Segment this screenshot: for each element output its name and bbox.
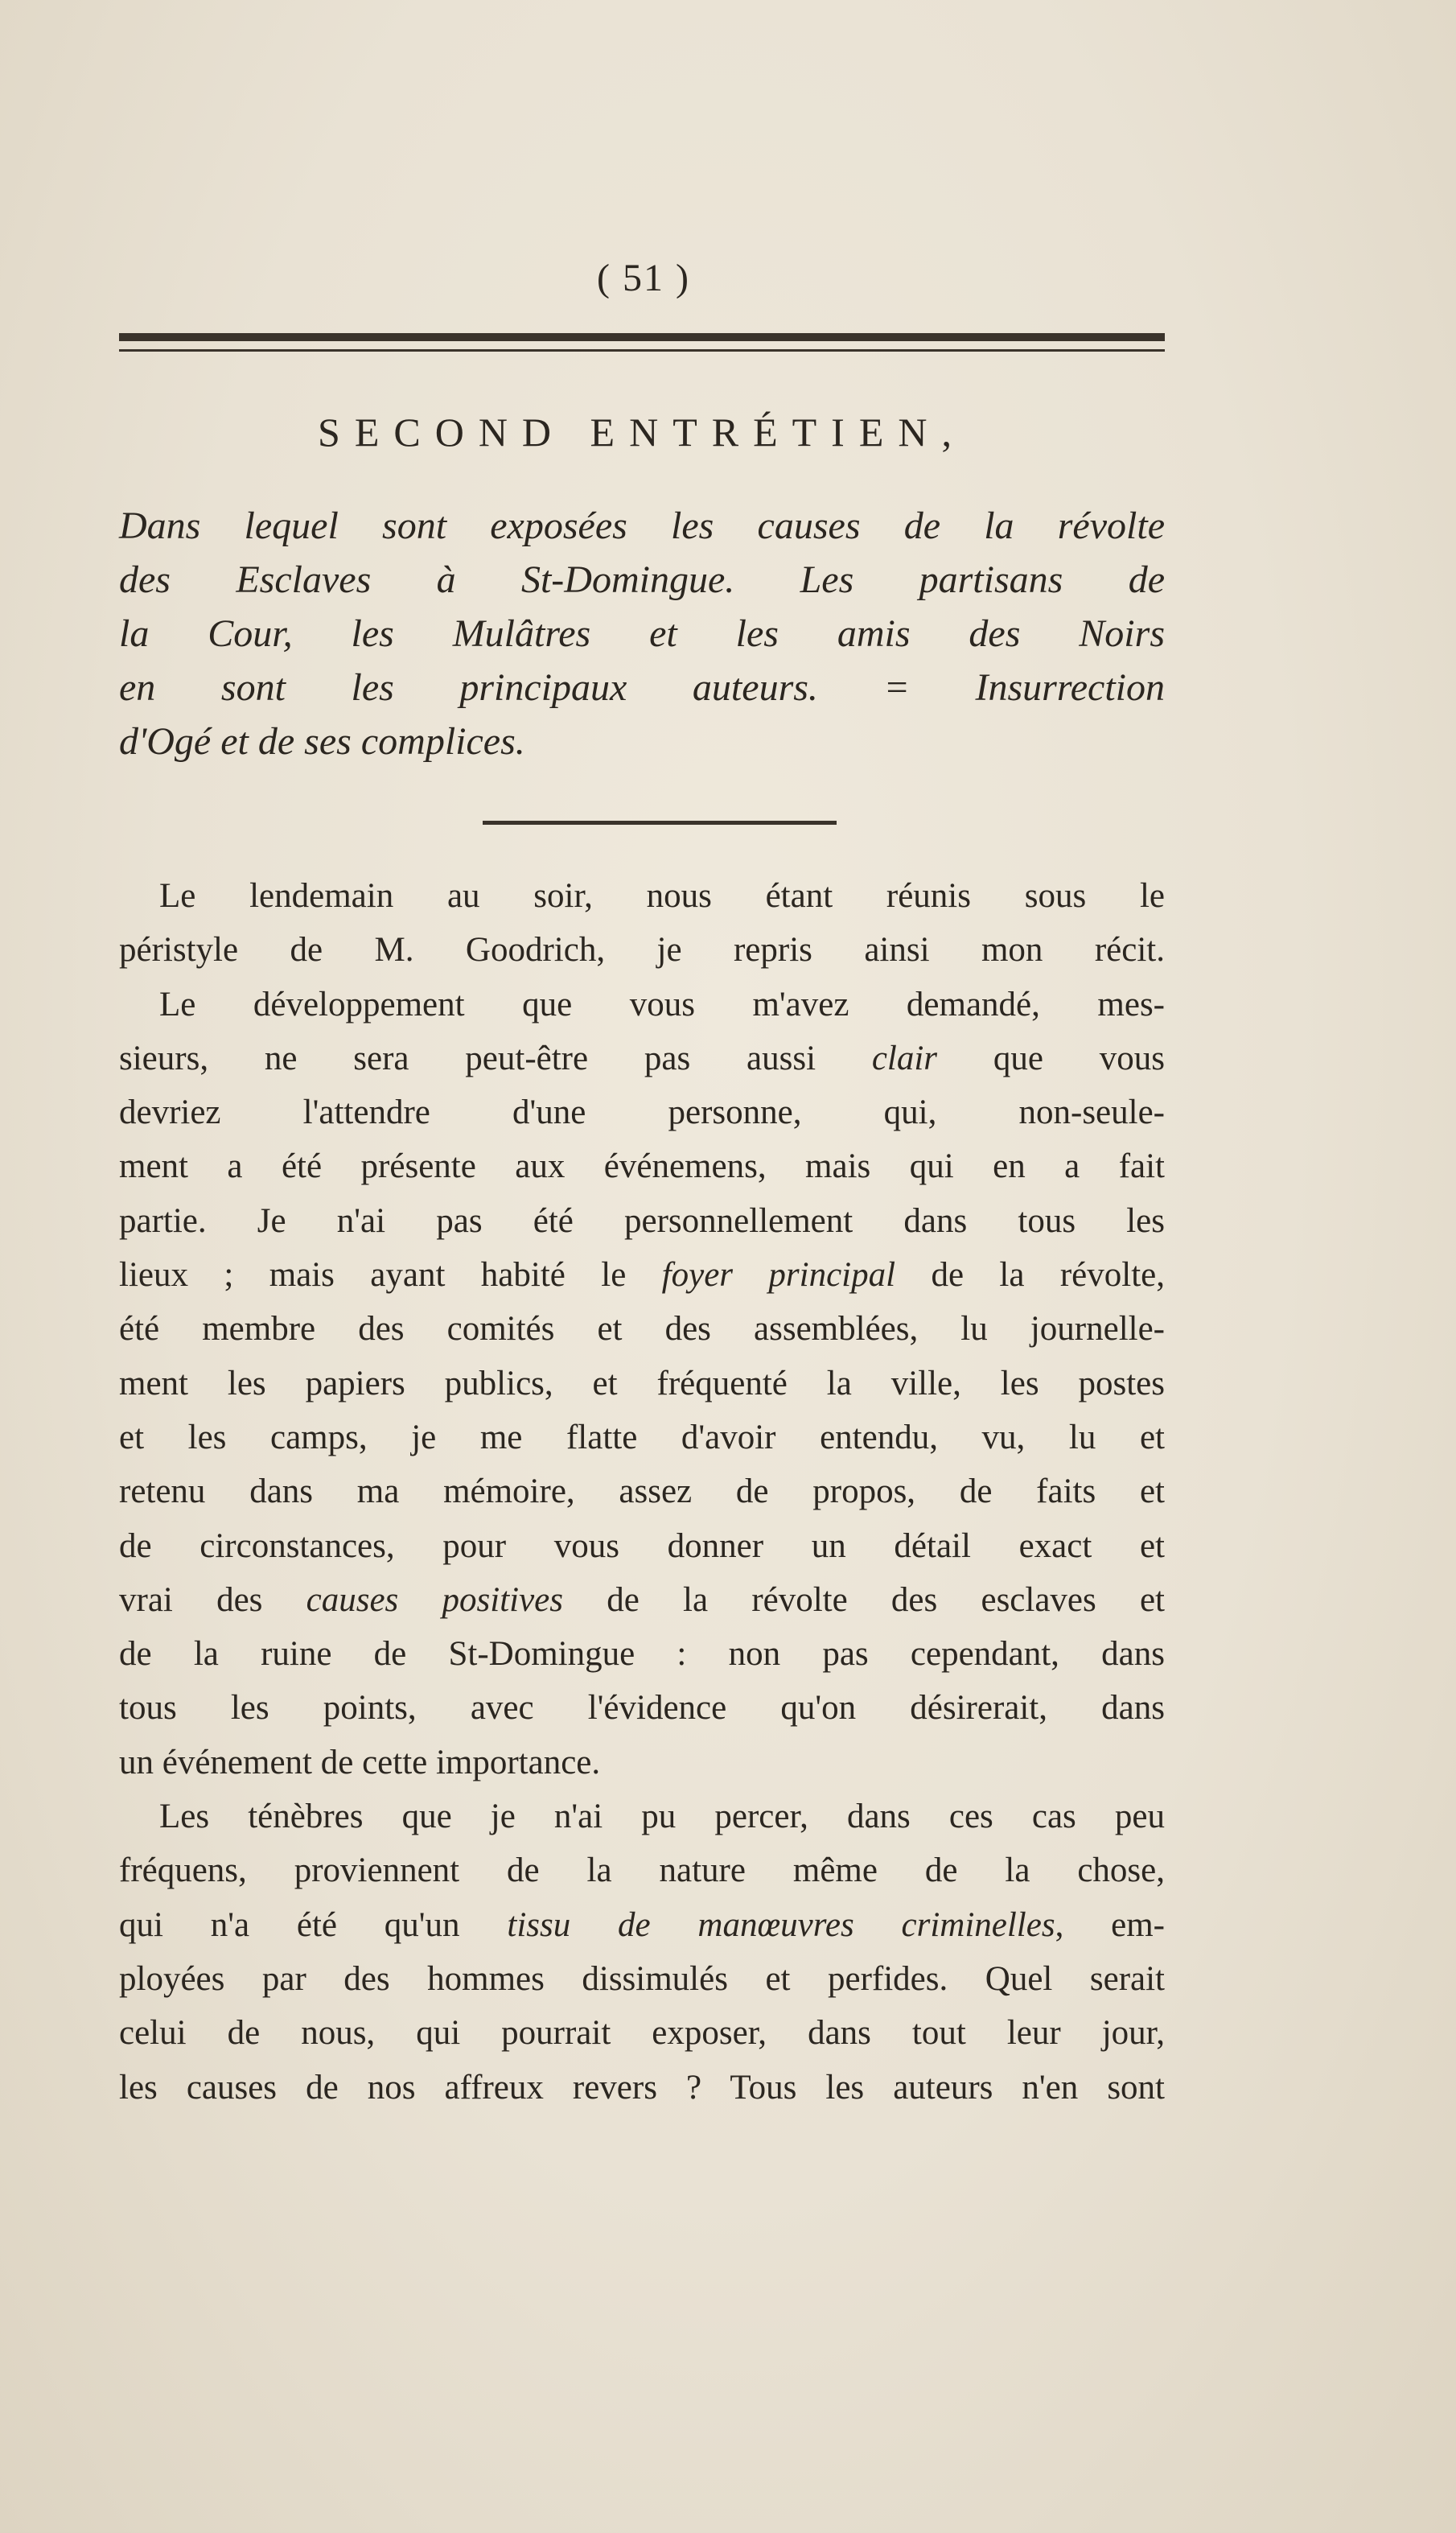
summary-line: d'Ogé et de ses complices.: [119, 720, 525, 763]
chapter-summary: [119, 499, 1165, 768]
text-line: les causes de nos affreux revers ? Tous les auteurs n'en sont: [119, 2068, 1165, 2107]
text-line: été membre des comités et des assemblées, lu journelle-: [119, 1310, 1165, 1349]
text-line: tous les points, avec l'évidence qu'on désirerait, dans: [119, 1689, 1165, 1728]
text-line: devriez l'attendre d'une personne, qui, non-seule-: [119, 1094, 1165, 1132]
body-text: [119, 869, 1165, 2115]
header-rule-thick: [119, 333, 1165, 341]
header-rule-thin: [119, 349, 1165, 352]
text-line: Le développement que vous m'avez demandé, mes-: [159, 985, 1165, 1023]
text-line: ment les papiers publics, et fréquenté la ville, les postes: [119, 1364, 1165, 1402]
text-line: fréquens, proviennent de la nature même de la chose,: [119, 1851, 1165, 1890]
text-line: Le lendemain au soir, nous étant réunis sous le: [159, 877, 1165, 915]
text-line: ment a été présente aux événemens, mais qui en a fait: [119, 1147, 1165, 1186]
text-line: celui de nous, qui pourrait exposer, dans tout leur jour,: [119, 2014, 1165, 2053]
text-line: partie. Je n'ai pas été personnellement dans tous les: [119, 1201, 1165, 1240]
text-line: de la ruine de St-Domingue : non pas cependant, dans: [119, 1635, 1165, 1674]
text-line: péristyle de M. Goodrich, je repris ainsi mon récit.: [119, 931, 1165, 970]
text-line: vrai des causes positives de la révolte des esclaves et: [119, 1580, 1166, 1619]
text-line: Les ténèbres que je n'ai pu percer, dans ces cas peu: [159, 1798, 1165, 1836]
text-line: lieux ; mais ayant habité le foyer principal de la révolte,: [119, 1256, 1165, 1295]
summary-line: en sont les principaux auteurs. = Insurrection: [119, 666, 1165, 709]
summary-line: la Cour, les Mulâtres et les amis des Noirs: [119, 612, 1165, 655]
text-line: un événement de cette importance.: [119, 1743, 601, 1781]
text-line: qui n'a été qu'un tissu de manœuvres criminelles, em-: [119, 1905, 1165, 1944]
text-line: et les camps, je me flatte d'avoir entendu, vu, lu et: [119, 1418, 1165, 1456]
page-number: ( 51 ): [597, 257, 690, 299]
text-line: de circonstances, pour vous donner un détail exact et: [119, 1526, 1165, 1565]
chapter-heading: SECOND ENTRÉTIEN,: [318, 410, 966, 455]
text-line: retenu dans ma mémoire, assez de propos, de faits et: [119, 1472, 1165, 1511]
text-line: ployées par des hommes dissimulés et perfides. Quel serait: [119, 1959, 1165, 1998]
summary-line: Dans lequel sont exposées les causes de la révolte: [119, 505, 1165, 547]
text-line: sieurs, ne sera peut-être pas aussi clair que vous: [119, 1039, 1165, 1077]
summary-line: des Esclaves à St-Domingue. Les partisans de: [119, 558, 1165, 601]
section-divider: [483, 821, 837, 825]
